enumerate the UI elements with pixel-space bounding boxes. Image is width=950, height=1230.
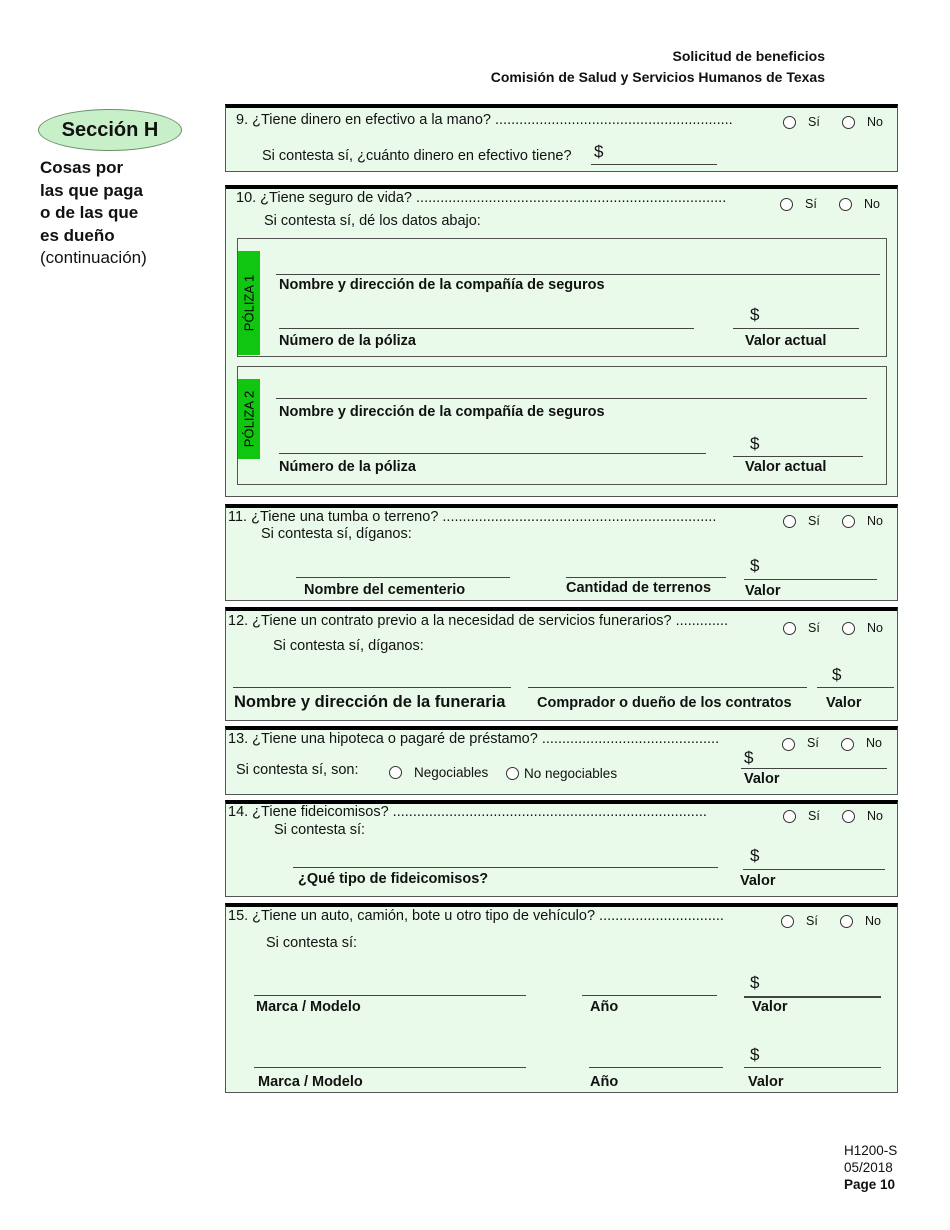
policy-1-company-label: Nombre y dirección de la compañía de seguros <box>279 277 605 293</box>
policy-2-dollar-sign: $ <box>750 434 760 453</box>
section-subtitle-line: o de las que <box>40 203 139 222</box>
q12-no-radio[interactable] <box>842 622 855 635</box>
q15-vehicle-2-value-field[interactable] <box>744 1067 881 1068</box>
q12-funeral-label: Nombre y dirección de la funeraria <box>234 693 506 711</box>
q13-yes-radio[interactable] <box>782 738 795 751</box>
q12-buyer-label: Comprador o dueño de los contratos <box>537 695 792 711</box>
q13-value-label: Valor <box>744 771 780 787</box>
policy-1-company-field[interactable] <box>276 274 880 275</box>
q13-yes-label: Sí <box>807 736 819 750</box>
q13-negotiable-radio[interactable] <box>389 766 402 779</box>
footer-page-number: Page 10 <box>844 1177 896 1192</box>
q11-no-radio[interactable] <box>842 515 855 528</box>
q14-dollar-sign: $ <box>750 846 760 865</box>
q11-followup: Si contesta sí, díganos: <box>261 526 412 542</box>
q11-cemetery-field[interactable] <box>296 577 510 578</box>
q11-yes-radio[interactable] <box>783 515 796 528</box>
q12-value-field[interactable] <box>817 687 894 688</box>
q12-funeral-field[interactable] <box>233 687 511 688</box>
q11-plots-label: Cantidad de terrenos <box>566 580 712 596</box>
q15-yes-radio[interactable] <box>781 915 794 928</box>
policy-2-value-label: Valor actual <box>745 459 827 475</box>
q10-question: 10. ¿Tiene seguro de vida? ............................................................................. <box>236 190 727 206</box>
section-subtitle-line: es dueño <box>40 225 115 245</box>
policy-2-value-field[interactable] <box>733 456 863 457</box>
question-15-box <box>225 903 898 1093</box>
q15-vehicle-1-value-field[interactable] <box>744 996 881 998</box>
q14-value-field[interactable] <box>743 869 885 870</box>
q15-question: 15. ¿Tiene un auto, camión, bote u otro tipo de vehículo? ............................... <box>228 908 724 924</box>
q12-no-label: No <box>867 621 883 635</box>
footer-form-date: 05/2018 <box>844 1160 893 1175</box>
q15-followup: Si contesta sí: <box>266 935 358 951</box>
q15-vehicle-1-year-label: Año <box>590 999 619 1015</box>
policy-2-company-field[interactable] <box>276 398 867 399</box>
q13-non-negotiable-label: No negociables <box>524 766 618 781</box>
q9-dollar-sign: $ <box>594 142 604 161</box>
section-badge: Sección H <box>38 109 182 151</box>
q15-vehicle-2-year-label: Año <box>590 1074 619 1090</box>
q12-question: 12. ¿Tiene un contrato previo a la necesidad de servicios funerarios? ............. <box>228 613 728 629</box>
q14-type-label: ¿Qué tipo de fideicomisos? <box>298 871 489 887</box>
q15-no-label: No <box>865 914 881 928</box>
q13-followup: Si contesta sí, son: <box>236 762 359 778</box>
policy-1-value-label: Valor actual <box>745 333 827 349</box>
header-title: Solicitud de beneficios <box>672 48 825 64</box>
q14-no-label: No <box>867 809 883 823</box>
q12-followup: Si contesta sí, díganos: <box>273 638 424 654</box>
q9-no-radio[interactable] <box>842 116 855 129</box>
policy-2-tab <box>238 379 260 459</box>
q14-yes-radio[interactable] <box>783 810 796 823</box>
q13-value-field[interactable] <box>741 768 887 769</box>
q13-question: 13. ¿Tiene una hipoteca o pagaré de préstamo? ............................................ <box>228 731 720 747</box>
q14-no-radio[interactable] <box>842 810 855 823</box>
policy-2-number-label: Número de la póliza <box>279 459 416 475</box>
q12-buyer-field[interactable] <box>528 687 807 688</box>
policy-2-company-label: Nombre y dirección de la compañía de seguros <box>279 404 605 420</box>
q9-question: 9. ¿Tiene dinero en efectivo a la mano? ........................................................... <box>236 112 733 128</box>
q9-no-label: No <box>867 115 883 129</box>
q12-yes-label: Sí <box>808 621 820 635</box>
q14-value-label: Valor <box>740 873 776 889</box>
q11-question: 11. ¿Tiene una tumba o terreno? .................................................................... <box>228 509 717 525</box>
q11-yes-label: Sí <box>808 514 820 528</box>
question-14-box <box>225 800 898 897</box>
q9-yes-radio[interactable] <box>783 116 796 129</box>
q15-vehicle-2-make-label: Marca / Modelo <box>258 1074 363 1090</box>
q14-type-field[interactable] <box>293 867 718 868</box>
question-12-box <box>225 607 898 721</box>
q14-yes-label: Sí <box>808 809 820 823</box>
policy-1-tab <box>238 251 260 355</box>
q15-yes-label: Sí <box>806 914 818 928</box>
section-subtitle-line: las que paga <box>40 180 143 200</box>
policy-1-dollar-sign: $ <box>750 305 760 324</box>
q12-value-label: Valor <box>826 695 862 711</box>
q10-no-label: No <box>864 197 880 211</box>
q15-vehicle-1-make-label: Marca / Modelo <box>256 999 361 1015</box>
q13-no-radio[interactable] <box>841 738 854 751</box>
q15-vehicle-1-dollar-sign: $ <box>750 973 760 992</box>
q15-vehicle-2-dollar-sign: $ <box>750 1045 760 1064</box>
policy-1-tab-label: PÓLIZA 1 <box>241 274 257 332</box>
q11-plots-field[interactable] <box>566 577 726 578</box>
q14-question: 14. ¿Tiene fideicomisos? .............................................................................. <box>228 804 707 820</box>
q13-dollar-sign: $ <box>744 748 754 767</box>
q12-yes-radio[interactable] <box>783 622 796 635</box>
q15-vehicle-2-year-field[interactable] <box>589 1067 723 1068</box>
q11-no-label: No <box>867 514 883 528</box>
policy-2-number-field[interactable] <box>279 453 706 454</box>
q13-non-negotiable-radio[interactable] <box>506 767 519 780</box>
q15-vehicle-1-value-label: Valor <box>752 999 788 1015</box>
q11-dollar-sign: $ <box>750 556 760 575</box>
q9-cash-amount-field[interactable] <box>591 164 717 165</box>
question-13-box <box>225 726 898 795</box>
q10-followup: Si contesta sí, dé los datos abajo: <box>264 213 481 229</box>
policy-1-block <box>237 238 887 357</box>
q15-no-radio[interactable] <box>840 915 853 928</box>
policy-1-number-label: Número de la póliza <box>279 333 416 349</box>
q15-vehicle-2-value-label: Valor <box>748 1074 784 1090</box>
policy-1-value-field[interactable] <box>733 328 859 329</box>
question-11-box <box>225 504 898 601</box>
q12-dollar-sign: $ <box>832 665 842 684</box>
question-10-box <box>225 185 898 497</box>
q14-followup: Si contesta sí: <box>274 822 366 838</box>
q11-value-field[interactable] <box>744 579 877 580</box>
q10-no-radio[interactable] <box>839 198 852 211</box>
q15-vehicle-2-make-field[interactable] <box>254 1067 526 1068</box>
q13-no-label: No <box>866 736 882 750</box>
section-subtitle-line: Cosas por <box>40 158 124 177</box>
q13-negotiable-label: Negociables <box>414 765 489 780</box>
section-subtitle <box>40 157 220 270</box>
q15-vehicle-1-make-field[interactable] <box>254 995 526 996</box>
q10-yes-radio[interactable] <box>780 198 793 211</box>
q10-yes-label: Sí <box>805 197 817 211</box>
policy-2-tab-label: PÓLIZA 2 <box>241 390 257 448</box>
section-subtitle-continued: (continuación) <box>40 248 147 267</box>
policy-1-number-field[interactable] <box>279 328 694 329</box>
q9-followup: Si contesta sí, ¿cuánto dinero en efectivo tiene? <box>262 148 572 164</box>
q15-vehicle-1-year-field[interactable] <box>582 995 717 996</box>
q11-value-label: Valor <box>745 583 781 599</box>
header-agency: Comisión de Salud y Servicios Humanos de Texas <box>490 69 825 85</box>
question-9-box <box>225 104 898 172</box>
q11-cemetery-label: Nombre del cementerio <box>304 582 466 598</box>
footer-form-number: H1200-S <box>844 1143 898 1158</box>
policy-2-block <box>237 366 887 485</box>
q9-yes-label: Sí <box>808 115 820 129</box>
